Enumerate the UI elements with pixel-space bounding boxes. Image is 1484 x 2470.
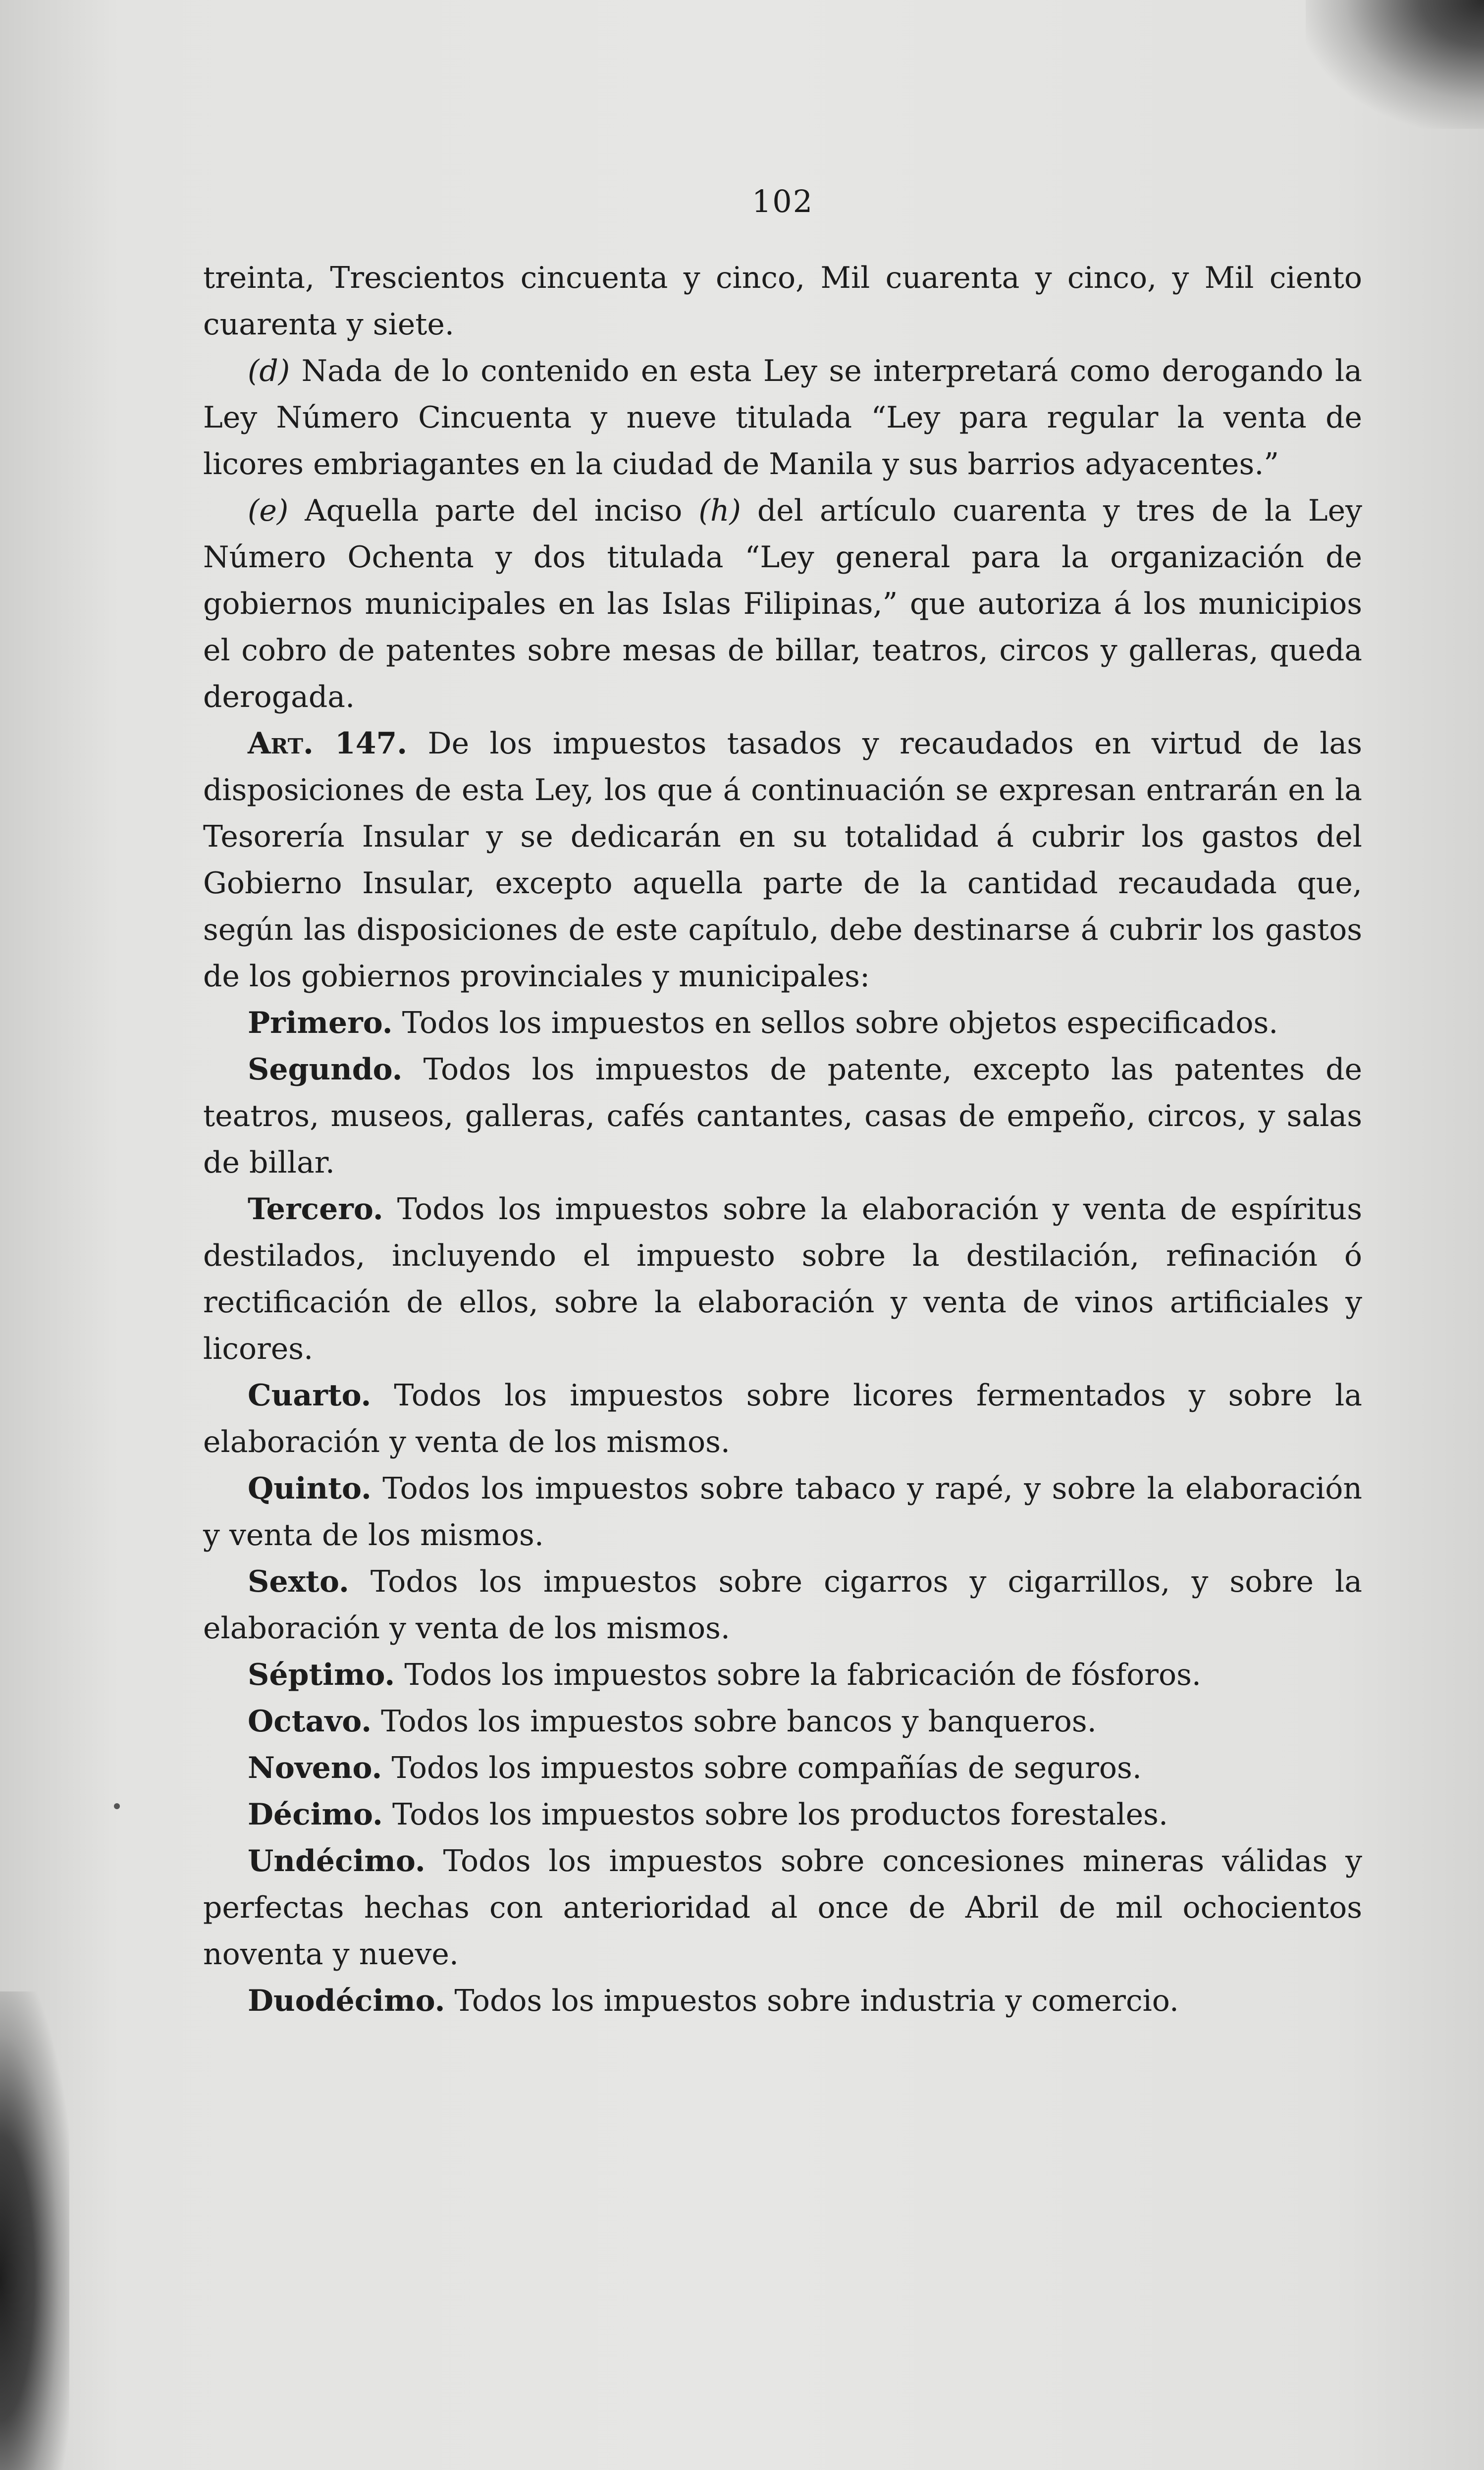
list-item-cuarto xyxy=(203,1372,1362,1465)
paragraph-text: Todos los impuestos sobre licores fermentados y sobre la elaboración y venta de los mismos. xyxy=(203,1378,1362,1459)
paragraph-text: Todos los impuestos de patente, excepto las patentes de teatros, museos, galleras, cafés cantantes, casas de empeño, circos, y salas de billar. xyxy=(203,1052,1362,1180)
paragraph-text: del artículo cuarenta y tres de la Ley Número Ochenta y dos titulada “Ley general para la organización de gobiernos municipales en las Islas Filipinas,” que autoriza á los municipios el cobro de patentes sobre mesas de billar, teatros, circos y galleras, queda derogada. xyxy=(203,493,1362,714)
list-item-segundo xyxy=(203,1046,1362,1186)
paragraph-continuation xyxy=(203,255,1362,348)
list-item-ordinal: Duodécimo. xyxy=(248,1984,445,2018)
list-item-ordinal: Sexto. xyxy=(248,1564,349,1599)
paragraph-clause-e xyxy=(203,487,1362,720)
paragraph-text: Aquella parte del inciso xyxy=(288,493,699,528)
paragraph-text: treinta, Trescientos cincuenta y cinco, Mil cuarenta y cinco, y Mil ciento cuarenta y siete. xyxy=(203,261,1362,342)
list-item-ordinal: Quinto. xyxy=(248,1471,371,1506)
paragraph-text: Todos los impuestos sobre cigarros y cigarrillos, y sobre la elaboración y venta de los mismos. xyxy=(203,1564,1362,1646)
paragraph-text: Nada de lo contenido en esta Ley se interpretará como derogando la Ley Número Cincuenta y nueve titulada “Ley para regular la venta de licores embriagantes en la ciudad de Manila y sus barrios adyacentes.” xyxy=(203,354,1362,482)
thumb-shadow xyxy=(0,1991,69,2470)
list-item-decimo xyxy=(203,1791,1362,1838)
list-item-ordinal: Noveno. xyxy=(248,1751,382,1785)
list-item-undecimo xyxy=(203,1838,1362,1978)
list-item-tercero xyxy=(203,1186,1362,1372)
paragraph-text: Todos los impuestos sobre industria y comercio. xyxy=(445,1984,1179,2018)
paragraph-article-147 xyxy=(203,720,1362,1000)
list-item-quinto xyxy=(203,1465,1362,1558)
list-item-ordinal: Octavo. xyxy=(248,1704,372,1739)
list-item-ordinal: Cuarto. xyxy=(248,1378,371,1413)
paragraph-clause-d xyxy=(203,348,1362,487)
page-corner-shadow xyxy=(1306,0,1484,129)
list-item-octavo xyxy=(203,1698,1362,1745)
list-item-septimo xyxy=(203,1652,1362,1698)
paragraph-text: De los impuestos tasados y recaudados en virtud de las disposiciones de esta Ley, los que á continuación se expresan entrarán en la Tesorería Insular y se dedicarán en su totalidad á cubrir los gastos del Gobierno Insular, excepto aquella parte de la cantidad recaudada que, según las disposiciones de este capítulo, debe destinarse á cubrir los gastos de los gobiernos provinciales y municipales: xyxy=(203,726,1362,994)
paragraph-text: Todos los impuestos sobre los productos forestales. xyxy=(382,1797,1168,1832)
list-item-ordinal: Primero. xyxy=(248,1006,393,1040)
list-item-ordinal: Tercero. xyxy=(248,1192,383,1227)
paragraph-text: Todos los impuestos sobre compañías de seguros. xyxy=(382,1751,1142,1785)
list-item-ordinal: Décimo. xyxy=(248,1797,383,1832)
paragraph-text: Todos los impuestos sobre tabaco y rapé, y sobre la elaboración y venta de los mismos. xyxy=(203,1471,1362,1553)
list-item-duodecimo xyxy=(203,1978,1362,2024)
list-item-ordinal: Séptimo. xyxy=(248,1658,395,1692)
list-item-ordinal: Undécimo. xyxy=(248,1844,425,1879)
list-item-noveno xyxy=(203,1745,1362,1791)
page-number: 102 xyxy=(751,183,814,219)
page-text-block xyxy=(203,178,1362,2024)
clause-marker: (e) xyxy=(248,493,289,528)
list-item-ordinal: Segundo. xyxy=(248,1052,403,1087)
article-heading: Art. 147. xyxy=(248,726,408,761)
paragraph-text: Todos los impuestos en sellos sobre objetos especificados. xyxy=(392,1006,1278,1040)
clause-marker: (d) xyxy=(248,354,290,388)
list-item-primero xyxy=(203,1000,1362,1046)
inline-clause-reference: (h) xyxy=(698,493,741,528)
list-item-sexto xyxy=(203,1558,1362,1652)
paragraph-text: Todos los impuestos sobre bancos y banqueros. xyxy=(371,1704,1097,1739)
paragraph-text: Todos los impuestos sobre concesiones mineras válidas y perfectas hechas con anterioridad al once de Abril de mil ochocientos noventa y nueve. xyxy=(203,1844,1362,1972)
paragraph-text: Todos los impuestos sobre la fabricación de fósforos. xyxy=(395,1658,1201,1692)
ink-speck xyxy=(114,1803,120,1809)
paragraph-text: Todos los impuestos sobre la elaboración y venta de espíritus destilados, incluyendo el impuesto sobre la destilación, refinación ó rectificación de ellos, sobre la elaboración y venta de vinos artificiales y licores. xyxy=(203,1192,1362,1366)
